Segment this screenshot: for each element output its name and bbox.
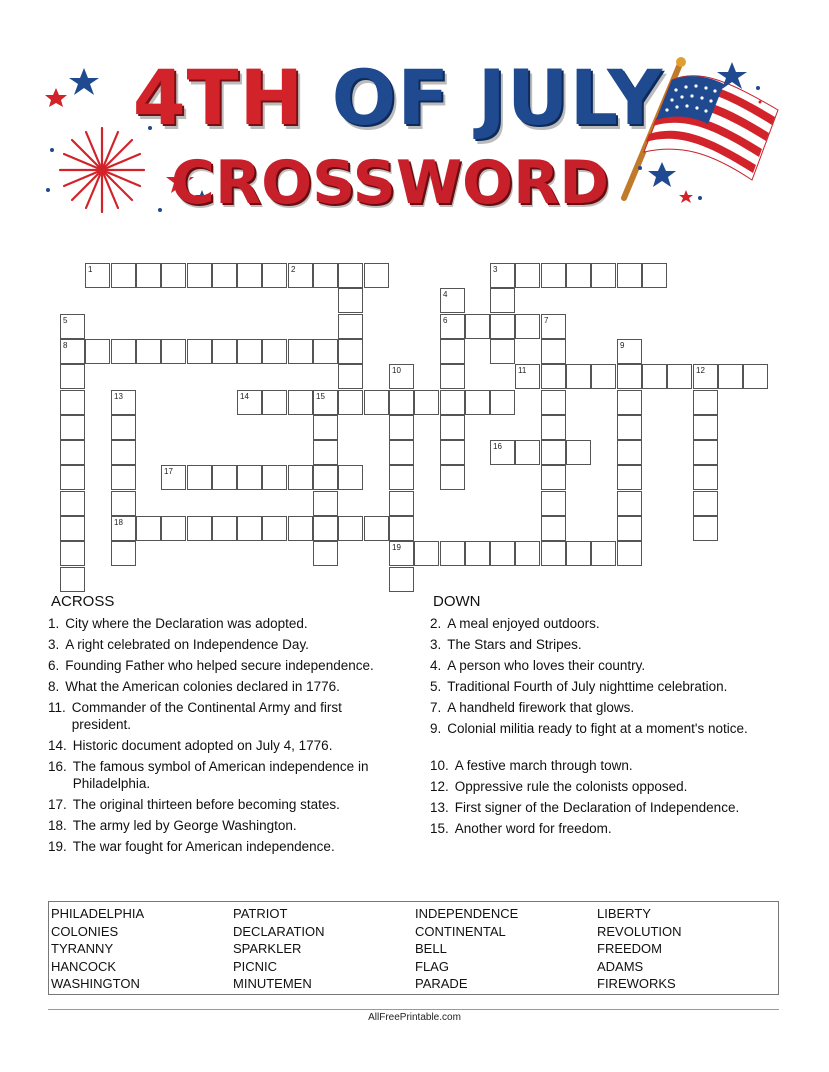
clue-number: 17 [164,467,173,476]
grid-cell[interactable] [212,465,237,490]
word-bank-word: PICNIC [233,958,278,974]
down-heading: DOWN [433,593,481,610]
grid-cell[interactable] [60,440,85,465]
grid-cell[interactable] [642,263,667,288]
clue-down-3: 3. The Stars and Stripes. [430,637,582,652]
grid-cell[interactable] [440,364,465,389]
grid-cell[interactable] [617,440,642,465]
grid-cell[interactable] [541,465,566,490]
grid-cell[interactable] [60,465,85,490]
clue-number: 2 [291,265,296,274]
grid-cell[interactable] [541,491,566,516]
grid-cell[interactable] [465,541,490,566]
grid-cell[interactable] [338,339,363,364]
grid-cell[interactable] [111,541,136,566]
grid-cell[interactable] [136,263,161,288]
grid-cell[interactable] [60,415,85,440]
grid-cell[interactable] [440,541,465,566]
grid-cell[interactable] [111,339,136,364]
grid-cell[interactable] [161,465,186,490]
grid-cell[interactable] [111,390,136,415]
word-bank-word: BELL [415,941,447,956]
grid-cell[interactable] [617,263,642,288]
grid-cell[interactable] [187,263,212,288]
grid-cell[interactable] [389,415,414,440]
grid-cell[interactable] [60,541,85,566]
grid-cell[interactable] [541,314,566,339]
grid-cell[interactable] [617,415,642,440]
grid-cell[interactable] [111,516,136,541]
word-bank-word: FREEDOM [597,941,662,956]
grid-cell[interactable] [262,339,287,364]
grid-cell[interactable] [313,263,338,288]
clue-number: 13 [114,392,123,401]
grid-cell[interactable] [288,263,313,288]
clue-across-14: 14. Historic document adopted on July 4, 1776. [48,738,333,753]
grid-cell[interactable] [440,339,465,364]
grid-cell[interactable] [237,263,262,288]
clue-number: 1 [88,265,93,274]
word-bank-word: LIBERTY [597,906,651,921]
grid-cell[interactable] [490,288,515,313]
word-bank-word: PARADE [415,976,468,991]
grid-cell[interactable] [111,415,136,440]
grid-cell[interactable] [338,364,363,389]
title-crossword: CROSSWORD [170,148,610,218]
grid-cell[interactable] [60,390,85,415]
word-bank-word: WASHINGTON [51,976,140,991]
clue-down-10: 10. A festive march through town. [430,758,633,773]
grid-cell[interactable] [515,263,540,288]
grid-cell[interactable] [60,567,85,592]
grid-cell[interactable] [161,339,186,364]
grid-cell[interactable] [389,440,414,465]
grid-cell[interactable] [490,263,515,288]
grid-cell[interactable] [541,516,566,541]
grid-cell[interactable] [338,516,363,541]
grid-cell[interactable] [364,263,389,288]
grid-cell[interactable] [465,390,490,415]
grid-cell[interactable] [262,390,287,415]
grid-cell[interactable] [237,465,262,490]
clue-number: 10 [392,366,401,375]
grid-cell[interactable] [111,440,136,465]
word-bank-word: COLONIES [51,923,119,939]
grid-cell[interactable] [262,516,287,541]
clue-number: 5 [63,316,68,325]
clue-number: 9 [620,341,625,350]
title-4th: 4TH [132,53,305,142]
grid-cell[interactable] [338,465,363,490]
grid-cell[interactable] [642,364,667,389]
word-bank-word: TYRANNY [51,941,114,956]
grid-cell[interactable] [566,541,591,566]
grid-cell[interactable] [617,364,642,389]
grid-cell[interactable] [541,364,566,389]
grid-cell[interactable] [212,516,237,541]
word-bank-word: MINUTEMEN [233,976,312,991]
grid-cell[interactable] [136,339,161,364]
clue-number: 8 [63,341,68,350]
grid-cell[interactable] [338,288,363,313]
clue-number: 3 [493,265,498,274]
grid-cell[interactable] [617,390,642,415]
grid-cell[interactable] [414,390,439,415]
clue-down-9: 9. Colonial militia ready to fight at a moment's notice. [430,721,748,736]
clue-across-11: 11. Commander of the Continental Army and first president. [48,700,342,732]
word-bank [48,901,779,995]
grid-cell[interactable] [591,263,616,288]
word-bank-word: INDEPENDENCE [415,906,519,921]
word-bank-word: PHILADELPHIA [51,906,145,921]
grid-cell[interactable] [465,314,490,339]
clue-number: 15 [316,392,325,401]
grid-cell[interactable] [389,516,414,541]
across-heading: ACROSS [51,593,115,610]
grid-cell[interactable] [389,364,414,389]
grid-cell[interactable] [338,263,363,288]
grid-cell[interactable] [313,541,338,566]
grid-cell[interactable] [389,567,414,592]
clue-number: 4 [443,290,448,299]
grid-cell[interactable] [161,263,186,288]
word-bank-word: SPARKLER [233,941,302,956]
across-clues [48,593,403,859]
footer-divider [48,1009,779,1010]
grid-cell[interactable] [85,263,110,288]
word-bank-word: ADAMS [597,958,644,974]
grid-cell[interactable] [212,339,237,364]
grid-cell[interactable] [262,465,287,490]
grid-cell[interactable] [617,541,642,566]
grid-cell[interactable] [693,465,718,490]
grid-cell[interactable] [515,314,540,339]
grid-cell[interactable] [566,364,591,389]
word-bank-word: REVOLUTION [597,923,682,939]
grid-cell[interactable] [161,516,186,541]
clue-number: 7 [544,316,549,325]
grid-cell[interactable] [237,339,262,364]
grid-cell[interactable] [541,390,566,415]
grid-cell[interactable] [440,415,465,440]
down-clues [430,593,800,841]
clue-number: 12 [696,366,705,375]
grid-cell[interactable] [313,440,338,465]
clue-down-4: 4. A person who loves their country. [430,658,646,673]
clue-across-6: 6. Founding Father who helped secure independence. [48,658,374,673]
grid-cell[interactable] [288,465,313,490]
title-of-july: OF JULY [331,53,664,142]
grid-cell[interactable] [85,339,110,364]
clue-down-7: 7. A handheld firework that glows. [430,700,635,715]
grid-cell[interactable] [288,339,313,364]
clue-down-2: 2. A meal enjoyed outdoors. [430,616,600,631]
clue-number: 11 [518,366,527,375]
grid-cell[interactable] [364,390,389,415]
grid-cell[interactable] [389,390,414,415]
grid-cell[interactable] [187,516,212,541]
grid-cell[interactable] [262,263,287,288]
clue-down-15: 15. Another word for freedom. [430,821,612,836]
grid-cell[interactable] [60,314,85,339]
grid-cell[interactable] [313,415,338,440]
grid-cell[interactable] [389,541,414,566]
clue-down-13: 13. First signer of the Declaration of Independence. [430,800,740,815]
grid-cell[interactable] [667,364,692,389]
grid-cell[interactable] [338,314,363,339]
grid-cell[interactable] [541,263,566,288]
grid-cell[interactable] [440,288,465,313]
footer-credit: AllFreePrintable.com [368,1012,461,1023]
grid-cell[interactable] [541,339,566,364]
grid-cell[interactable] [389,491,414,516]
grid-cell[interactable] [111,263,136,288]
grid-cell[interactable] [541,415,566,440]
grid-cell[interactable] [541,541,566,566]
clue-across-17: 17. The original thirteen before becoming states. [48,797,340,812]
grid-cell[interactable] [693,491,718,516]
grid-cell[interactable] [490,440,515,465]
grid-cell[interactable] [440,440,465,465]
clue-across-18: 18. The army led by George Washington. [48,818,297,833]
grid-cell[interactable] [288,390,313,415]
word-bank-word: DECLARATION [233,923,325,939]
grid-cell[interactable] [440,465,465,490]
grid-cell[interactable] [237,390,262,415]
grid-cell[interactable] [212,263,237,288]
clue-down-5: 5. Traditional Fourth of July nighttime celebration. [430,679,728,694]
grid-cell[interactable] [187,465,212,490]
grid-cell[interactable] [541,440,566,465]
grid-cell[interactable] [617,339,642,364]
grid-cell[interactable] [237,516,262,541]
word-bank-word: PATRIOT [233,906,288,921]
grid-cell[interactable] [440,390,465,415]
grid-cell[interactable] [389,465,414,490]
word-bank-word: CONTINENTAL [415,923,506,939]
word-bank-word: HANCOCK [51,958,117,974]
clue-number: 6 [443,316,448,325]
grid-cell[interactable] [338,390,363,415]
grid-cell[interactable] [313,465,338,490]
grid-cell[interactable] [566,263,591,288]
grid-cell[interactable] [566,440,591,465]
grid-cell[interactable] [313,390,338,415]
grid-cell[interactable] [313,516,338,541]
grid-cell[interactable] [515,364,540,389]
grid-cell[interactable] [515,440,540,465]
clue-down-12: 12. Oppressive rule the colonists opposed. [430,779,688,794]
grid-cell[interactable] [490,541,515,566]
grid-cell[interactable] [515,541,540,566]
clue-number: 14 [240,392,249,401]
grid-cell[interactable] [693,415,718,440]
word-bank-word: FLAG [415,958,449,974]
grid-cell[interactable] [693,440,718,465]
word-bank-word: FIREWORKS [597,976,676,991]
clue-across-16: 16. The famous symbol of American independence in Philadelphia. [48,759,369,791]
clue-number: 16 [493,442,502,451]
grid-cell[interactable] [617,516,642,541]
grid-cell[interactable] [60,339,85,364]
grid-cell[interactable] [718,364,743,389]
grid-cell[interactable] [743,364,768,389]
grid-cell[interactable] [187,339,212,364]
grid-cell[interactable] [414,541,439,566]
grid-cell[interactable] [60,516,85,541]
grid-cell[interactable] [490,314,515,339]
grid-cell[interactable] [591,541,616,566]
grid-cell[interactable] [111,465,136,490]
grid-cell[interactable] [591,364,616,389]
grid-cell[interactable] [490,339,515,364]
grid-cell[interactable] [60,364,85,389]
grid-cell[interactable] [693,390,718,415]
grid-cell[interactable] [693,364,718,389]
grid-cell[interactable] [617,491,642,516]
grid-cell[interactable] [440,314,465,339]
grid-cell[interactable] [490,390,515,415]
grid-cell[interactable] [288,516,313,541]
grid-cell[interactable] [60,491,85,516]
grid-cell[interactable] [617,465,642,490]
grid-cell[interactable] [693,516,718,541]
clue-number: 18 [114,518,123,527]
clue-across-3: 3. A right celebrated on Independence Day. [48,637,309,652]
grid-cell[interactable] [313,339,338,364]
clue-across-19: 19. The war fought for American independence. [48,839,335,854]
grid-cell[interactable] [136,516,161,541]
grid-cell[interactable] [313,491,338,516]
grid-cell[interactable] [364,516,389,541]
clue-across-8: 8. What the American colonies declared in 1776. [48,679,340,694]
clue-across-1: 1. City where the Declaration was adopted. [48,616,308,631]
clue-number: 19 [392,543,401,552]
grid-cell[interactable] [111,491,136,516]
